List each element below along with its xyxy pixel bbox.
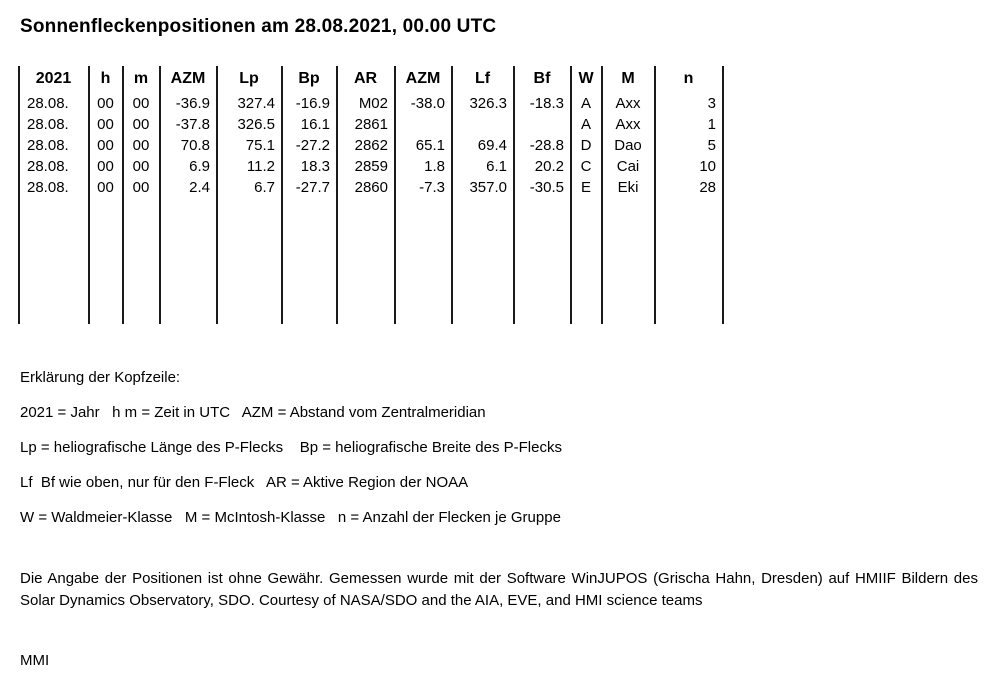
empty-cell [19,261,89,282]
cell-lp: 75.1 [217,135,282,156]
column-header-bp: Bp [282,66,337,93]
empty-cell [337,219,395,240]
cell-waldmeier: A [571,114,602,135]
empty-cell [123,198,160,219]
cell-mcintosh: Axx [602,93,655,114]
legend-section [20,360,960,535]
empty-cell [452,240,514,261]
column-header-azm-p: AZM [160,66,217,93]
empty-cell [395,282,452,303]
cell-mcintosh: Cai [602,156,655,177]
empty-cell [571,240,602,261]
cell-minute: 00 [123,135,160,156]
empty-cell [395,219,452,240]
cell-date: 28.08. [19,177,89,198]
column-header-ar: AR [337,66,395,93]
cell-mcintosh: Axx [602,114,655,135]
cell-bf: -18.3 [514,93,571,114]
cell-lf: 326.3 [452,93,514,114]
empty-cell [452,198,514,219]
empty-cell [282,282,337,303]
cell-bp: -16.9 [282,93,337,114]
empty-cell [571,198,602,219]
cell-hour: 00 [89,93,123,114]
sunspot-positions-table [18,66,724,324]
empty-cell [282,219,337,240]
cell-bf: -30.5 [514,177,571,198]
column-header-n: n [655,66,723,93]
empty-cell [514,240,571,261]
cell-bf: 20.2 [514,156,571,177]
author-signature: MMI [20,652,50,669]
empty-cell [514,198,571,219]
cell-lp: 6.7 [217,177,282,198]
empty-cell [217,282,282,303]
cell-count: 28 [655,177,723,198]
cell-lf: 357.0 [452,177,514,198]
cell-hour: 00 [89,114,123,135]
empty-cell [655,198,723,219]
sunspot-table-container [18,66,724,322]
empty-cell [89,198,123,219]
cell-azm-p: 6.9 [160,156,217,177]
empty-cell [19,282,89,303]
empty-cell [337,303,395,324]
cell-ar: 2861 [337,114,395,135]
empty-cell [19,303,89,324]
empty-cell [123,303,160,324]
empty-cell [395,240,452,261]
empty-cell [89,282,123,303]
cell-waldmeier: E [571,177,602,198]
cell-azm-f: -38.0 [395,93,452,114]
empty-cell [217,261,282,282]
cell-hour: 00 [89,156,123,177]
cell-count: 3 [655,93,723,114]
legend-line-lp-bp: Lp = heliografische Länge des P-Flecks Bp = heliografische Breite des P-Flecks [20,439,562,456]
table-header-row [19,66,723,93]
empty-cell [571,219,602,240]
empty-cell [160,240,217,261]
empty-cell [89,303,123,324]
cell-minute: 00 [123,93,160,114]
empty-cell [655,219,723,240]
empty-cell [602,282,655,303]
empty-cell [282,303,337,324]
cell-mcintosh: Eki [602,177,655,198]
column-header-bf: Bf [514,66,571,93]
empty-cell [602,219,655,240]
legend-line-w-m-n: W = Waldmeier-Klasse M = McIntosh-Klasse n = Anzahl der Flecken je Gruppe [20,509,561,526]
empty-cell [452,303,514,324]
column-header-lf: Lf [452,66,514,93]
cell-azm-p: -37.8 [160,114,217,135]
empty-cell [571,282,602,303]
legend-heading: Erklärung der Kopfzeile: [20,369,181,386]
cell-azm-f: -7.3 [395,177,452,198]
empty-cell [217,303,282,324]
empty-cell [655,240,723,261]
table-empty-row [19,219,723,240]
cell-date: 28.08. [19,93,89,114]
empty-cell [217,219,282,240]
column-header-azm-f: AZM [395,66,452,93]
cell-lf: 69.4 [452,135,514,156]
empty-cell [602,261,655,282]
cell-lf: 6.1 [452,156,514,177]
cell-count: 5 [655,135,723,156]
empty-cell [602,240,655,261]
empty-cell [123,282,160,303]
cell-mcintosh: Dao [602,135,655,156]
cell-waldmeier: D [571,135,602,156]
column-header-m: M [602,66,655,93]
empty-cell [19,240,89,261]
cell-ar: M02 [337,93,395,114]
table-empty-row [19,282,723,303]
empty-cell [514,261,571,282]
empty-cell [123,240,160,261]
empty-cell [655,303,723,324]
empty-cell [123,219,160,240]
empty-cell [452,261,514,282]
cell-waldmeier: A [571,93,602,114]
empty-cell [282,261,337,282]
cell-count: 10 [655,156,723,177]
column-header-year: 2021 [19,66,89,93]
table-body [19,93,723,324]
empty-cell [160,282,217,303]
cell-date: 28.08. [19,156,89,177]
table-row [19,156,723,177]
empty-cell [337,282,395,303]
cell-hour: 00 [89,135,123,156]
empty-cell [123,261,160,282]
cell-lp: 327.4 [217,93,282,114]
cell-azm-p: -36.9 [160,93,217,114]
cell-azm-f: 65.1 [395,135,452,156]
cell-lp: 11.2 [217,156,282,177]
disclaimer-text: Die Angabe der Positionen ist ohne Gewähr. Gemessen wurde mit der Software WinJUPOS (Grischa Hahn, Dresden) auf HMIIF Bildern des Solar Dynamics Observatory, SDO. Courtesy of NASA/SDO and the AIA, EVE, and HMI science teams [20,570,978,609]
cell-ar: 2859 [337,156,395,177]
cell-bf: -28.8 [514,135,571,156]
empty-cell [217,240,282,261]
empty-cell [514,303,571,324]
empty-cell [217,198,282,219]
cell-waldmeier: C [571,156,602,177]
empty-cell [452,282,514,303]
table-row [19,177,723,198]
cell-ar: 2862 [337,135,395,156]
table-empty-row [19,261,723,282]
cell-bp: -27.7 [282,177,337,198]
empty-cell [160,303,217,324]
empty-cell [571,303,602,324]
empty-cell [514,219,571,240]
empty-cell [337,198,395,219]
column-header-minute: m [123,66,160,93]
legend-line-lf-bf-ar: Lf Bf wie oben, nur für den F-Fleck AR = Aktive Region der NOAA [20,474,469,491]
empty-cell [602,198,655,219]
page-title: Sonnenfleckenpositionen am 28.08.2021, 00.00 UTC [20,16,497,37]
cell-lp: 326.5 [217,114,282,135]
empty-cell [655,282,723,303]
empty-cell [337,261,395,282]
empty-cell [89,219,123,240]
cell-ar: 2860 [337,177,395,198]
empty-cell [395,261,452,282]
empty-cell [19,219,89,240]
empty-cell [89,240,123,261]
table-row [19,93,723,114]
empty-cell [160,198,217,219]
empty-cell [395,198,452,219]
table-empty-row [19,240,723,261]
empty-cell [514,282,571,303]
cell-lf [452,114,514,135]
empty-cell [395,303,452,324]
empty-cell [571,261,602,282]
cell-minute: 00 [123,177,160,198]
cell-azm-p: 70.8 [160,135,217,156]
empty-cell [282,198,337,219]
legend-line-time: 2021 = Jahr h m = Zeit in UTC AZM = Abstand vom Zentralmeridian [20,404,486,421]
cell-date: 28.08. [19,114,89,135]
column-header-lp: Lp [217,66,282,93]
empty-cell [602,303,655,324]
empty-cell [655,261,723,282]
table-empty-row [19,303,723,324]
empty-cell [452,219,514,240]
cell-bf [514,114,571,135]
column-header-hour: h [89,66,123,93]
cell-minute: 00 [123,114,160,135]
cell-azm-p: 2.4 [160,177,217,198]
empty-cell [337,240,395,261]
table-row [19,114,723,135]
column-header-w: W [571,66,602,93]
empty-cell [89,261,123,282]
empty-cell [160,219,217,240]
cell-minute: 00 [123,156,160,177]
table-empty-row [19,198,723,219]
empty-cell [160,261,217,282]
empty-cell [19,198,89,219]
cell-azm-f [395,114,452,135]
cell-bp: 18.3 [282,156,337,177]
cell-date: 28.08. [19,135,89,156]
cell-hour: 00 [89,177,123,198]
cell-count: 1 [655,114,723,135]
cell-azm-f: 1.8 [395,156,452,177]
cell-bp: 16.1 [282,114,337,135]
empty-cell [282,240,337,261]
table-row [19,135,723,156]
cell-bp: -27.2 [282,135,337,156]
